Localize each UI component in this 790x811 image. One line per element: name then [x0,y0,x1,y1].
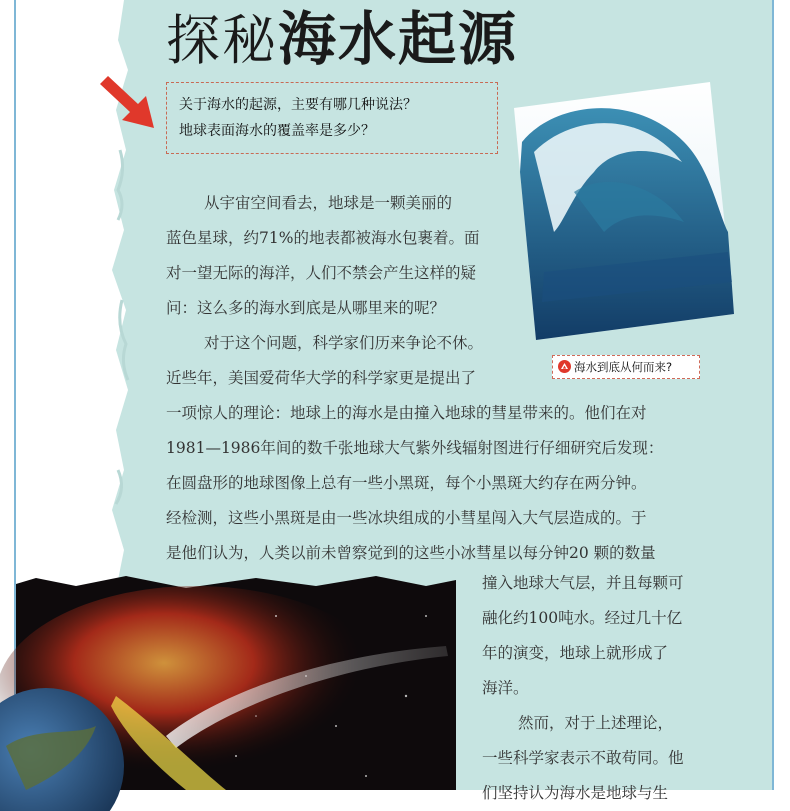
red-arrow-icon [96,74,166,130]
body-line: 海洋。 [482,679,529,697]
body-line: 撞入地球大气层，并且每颗可 [482,574,684,592]
body-line: 然而，对于上述理论， [518,714,674,732]
body-line: 问：这么多的海水到底是从哪里来的呢？ [166,299,446,317]
body-line: 从宇宙空间看去，地球是一颗美丽的 [204,194,453,212]
body-line: 在圆盘形的地球图像上总有一些小黑斑，每个小黑斑大约存在两分钟。 [166,474,647,492]
body-line: 融化约100吨水。经过几十亿 [482,609,683,627]
body-line: 近些年，美国爱荷华大学的科学家更是提出了 [166,369,477,387]
body-line: 经检测，这些小黑斑是由一些冰块组成的小彗星闯入大气层造成的。于 [166,509,647,527]
photo-caption [552,355,700,379]
title-part-2: 海水起源 [278,5,519,73]
page-title [166,0,518,72]
body-line: 一项惊人的理论：地球上的海水是由撞入地球的彗星带来的。他们在对 [166,404,647,422]
wave-photo [514,82,734,340]
question-1: 关于海水的起源，主要有哪几种说法？ [179,97,417,113]
body-line: 对一望无际的海洋，人们不禁会产生这样的疑 [166,264,477,282]
question-box [166,82,498,154]
comet-earth-image [16,576,456,790]
up-triangle-icon [558,360,571,373]
body-line: 是他们认为，人类以前未曾察觉到的这些小冰彗星以每分钟20 颗的数量 [166,544,656,562]
body-line: 一些科学家表示不敢苟同。他 [482,749,684,767]
body-line: 们坚持认为海水是地球与生 [482,784,669,802]
question-2: 地球表面海水的覆盖率是多少？ [179,123,375,139]
caption-text: 海水到底从何而来? [574,360,673,374]
body-line: 年的演变，地球上就形成了 [482,644,669,662]
body-line: 对于这个问题，科学家们历来争论不休。 [204,334,484,352]
body-line: 1981—1986年间的数千张地球大气紫外线辐射图进行仔细研究后发现： [166,439,664,457]
right-frame-line [772,0,774,790]
title-part-1: 探秘 [166,9,278,72]
body-line: 蓝色星球，约71%的地表都被海水包裹着。面 [166,229,480,247]
